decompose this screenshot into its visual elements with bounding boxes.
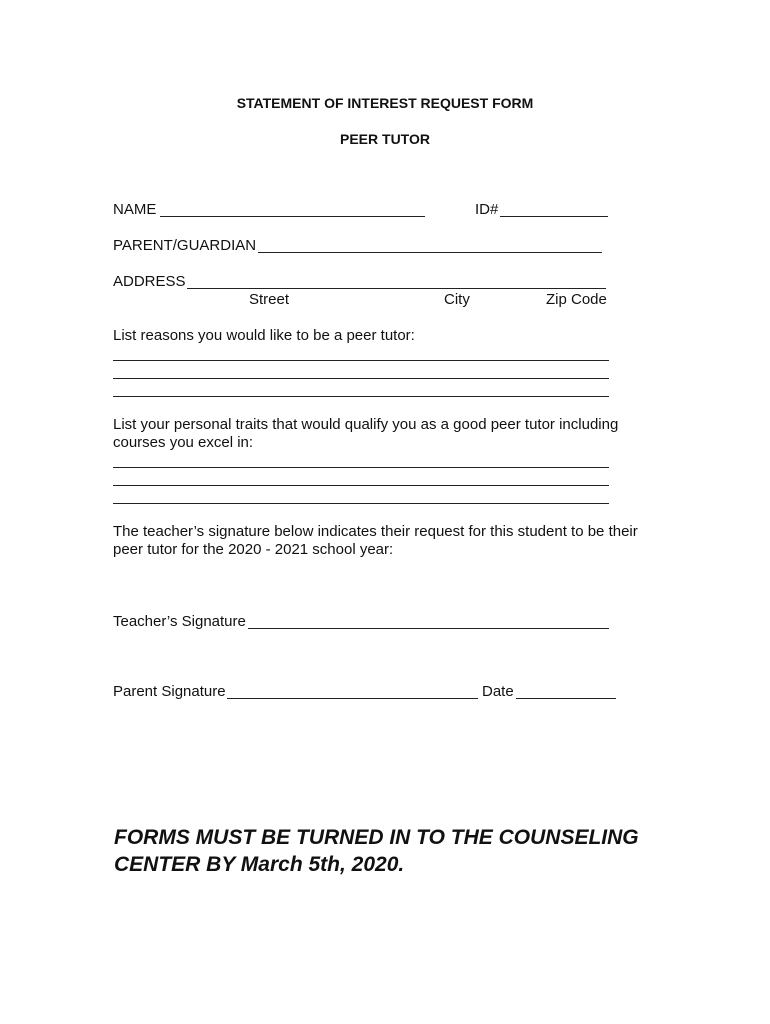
parent-signature-field[interactable]	[227, 698, 478, 699]
traits-line-3[interactable]	[113, 503, 609, 504]
deadline-notice-line1: FORMS MUST BE TURNED IN TO THE COUNSELING	[114, 826, 639, 849]
address-field[interactable]	[187, 288, 606, 289]
traits-question-line1: List your personal traits that would qualify you as a good peer tutor including	[113, 416, 619, 433]
reasons-line-2[interactable]	[113, 378, 609, 379]
parent-guardian-field[interactable]	[258, 252, 602, 253]
teacher-statement-line1: The teacher’s signature below indicates their request for this student to be their	[113, 523, 638, 540]
date-field[interactable]	[516, 698, 616, 699]
teacher-signature-field[interactable]	[248, 628, 609, 629]
teacher-signature-label: Teacher’s Signature	[113, 613, 246, 630]
reasons-question: List reasons you would like to be a peer tutor:	[113, 327, 415, 344]
date-label: Date	[482, 683, 514, 700]
address-city-label: City	[444, 291, 470, 308]
name-label: NAME	[113, 201, 157, 218]
deadline-notice-line2: CENTER BY March 5th, 2020.	[114, 853, 405, 876]
name-field[interactable]	[160, 216, 425, 217]
reasons-line-3[interactable]	[113, 396, 609, 397]
id-label: ID#	[475, 201, 499, 218]
traits-line-1[interactable]	[113, 467, 609, 468]
parent-signature-label: Parent Signature	[113, 683, 226, 700]
traits-question-line2: courses you excel in:	[113, 434, 254, 451]
reasons-line-1[interactable]	[113, 360, 609, 361]
form-subtitle: PEER TUTOR	[340, 131, 430, 147]
address-street-label: Street	[249, 291, 290, 308]
parent-guardian-label: PARENT/GUARDIAN	[113, 237, 257, 254]
teacher-statement-line2: peer tutor for the 2020 - 2021 school year:	[113, 541, 394, 558]
form-title: STATEMENT OF INTEREST REQUEST FORM	[236, 95, 534, 111]
traits-line-2[interactable]	[113, 485, 609, 486]
id-field[interactable]	[500, 216, 608, 217]
address-label: ADDRESS	[113, 273, 186, 290]
address-zip-label: Zip Code	[546, 291, 607, 308]
